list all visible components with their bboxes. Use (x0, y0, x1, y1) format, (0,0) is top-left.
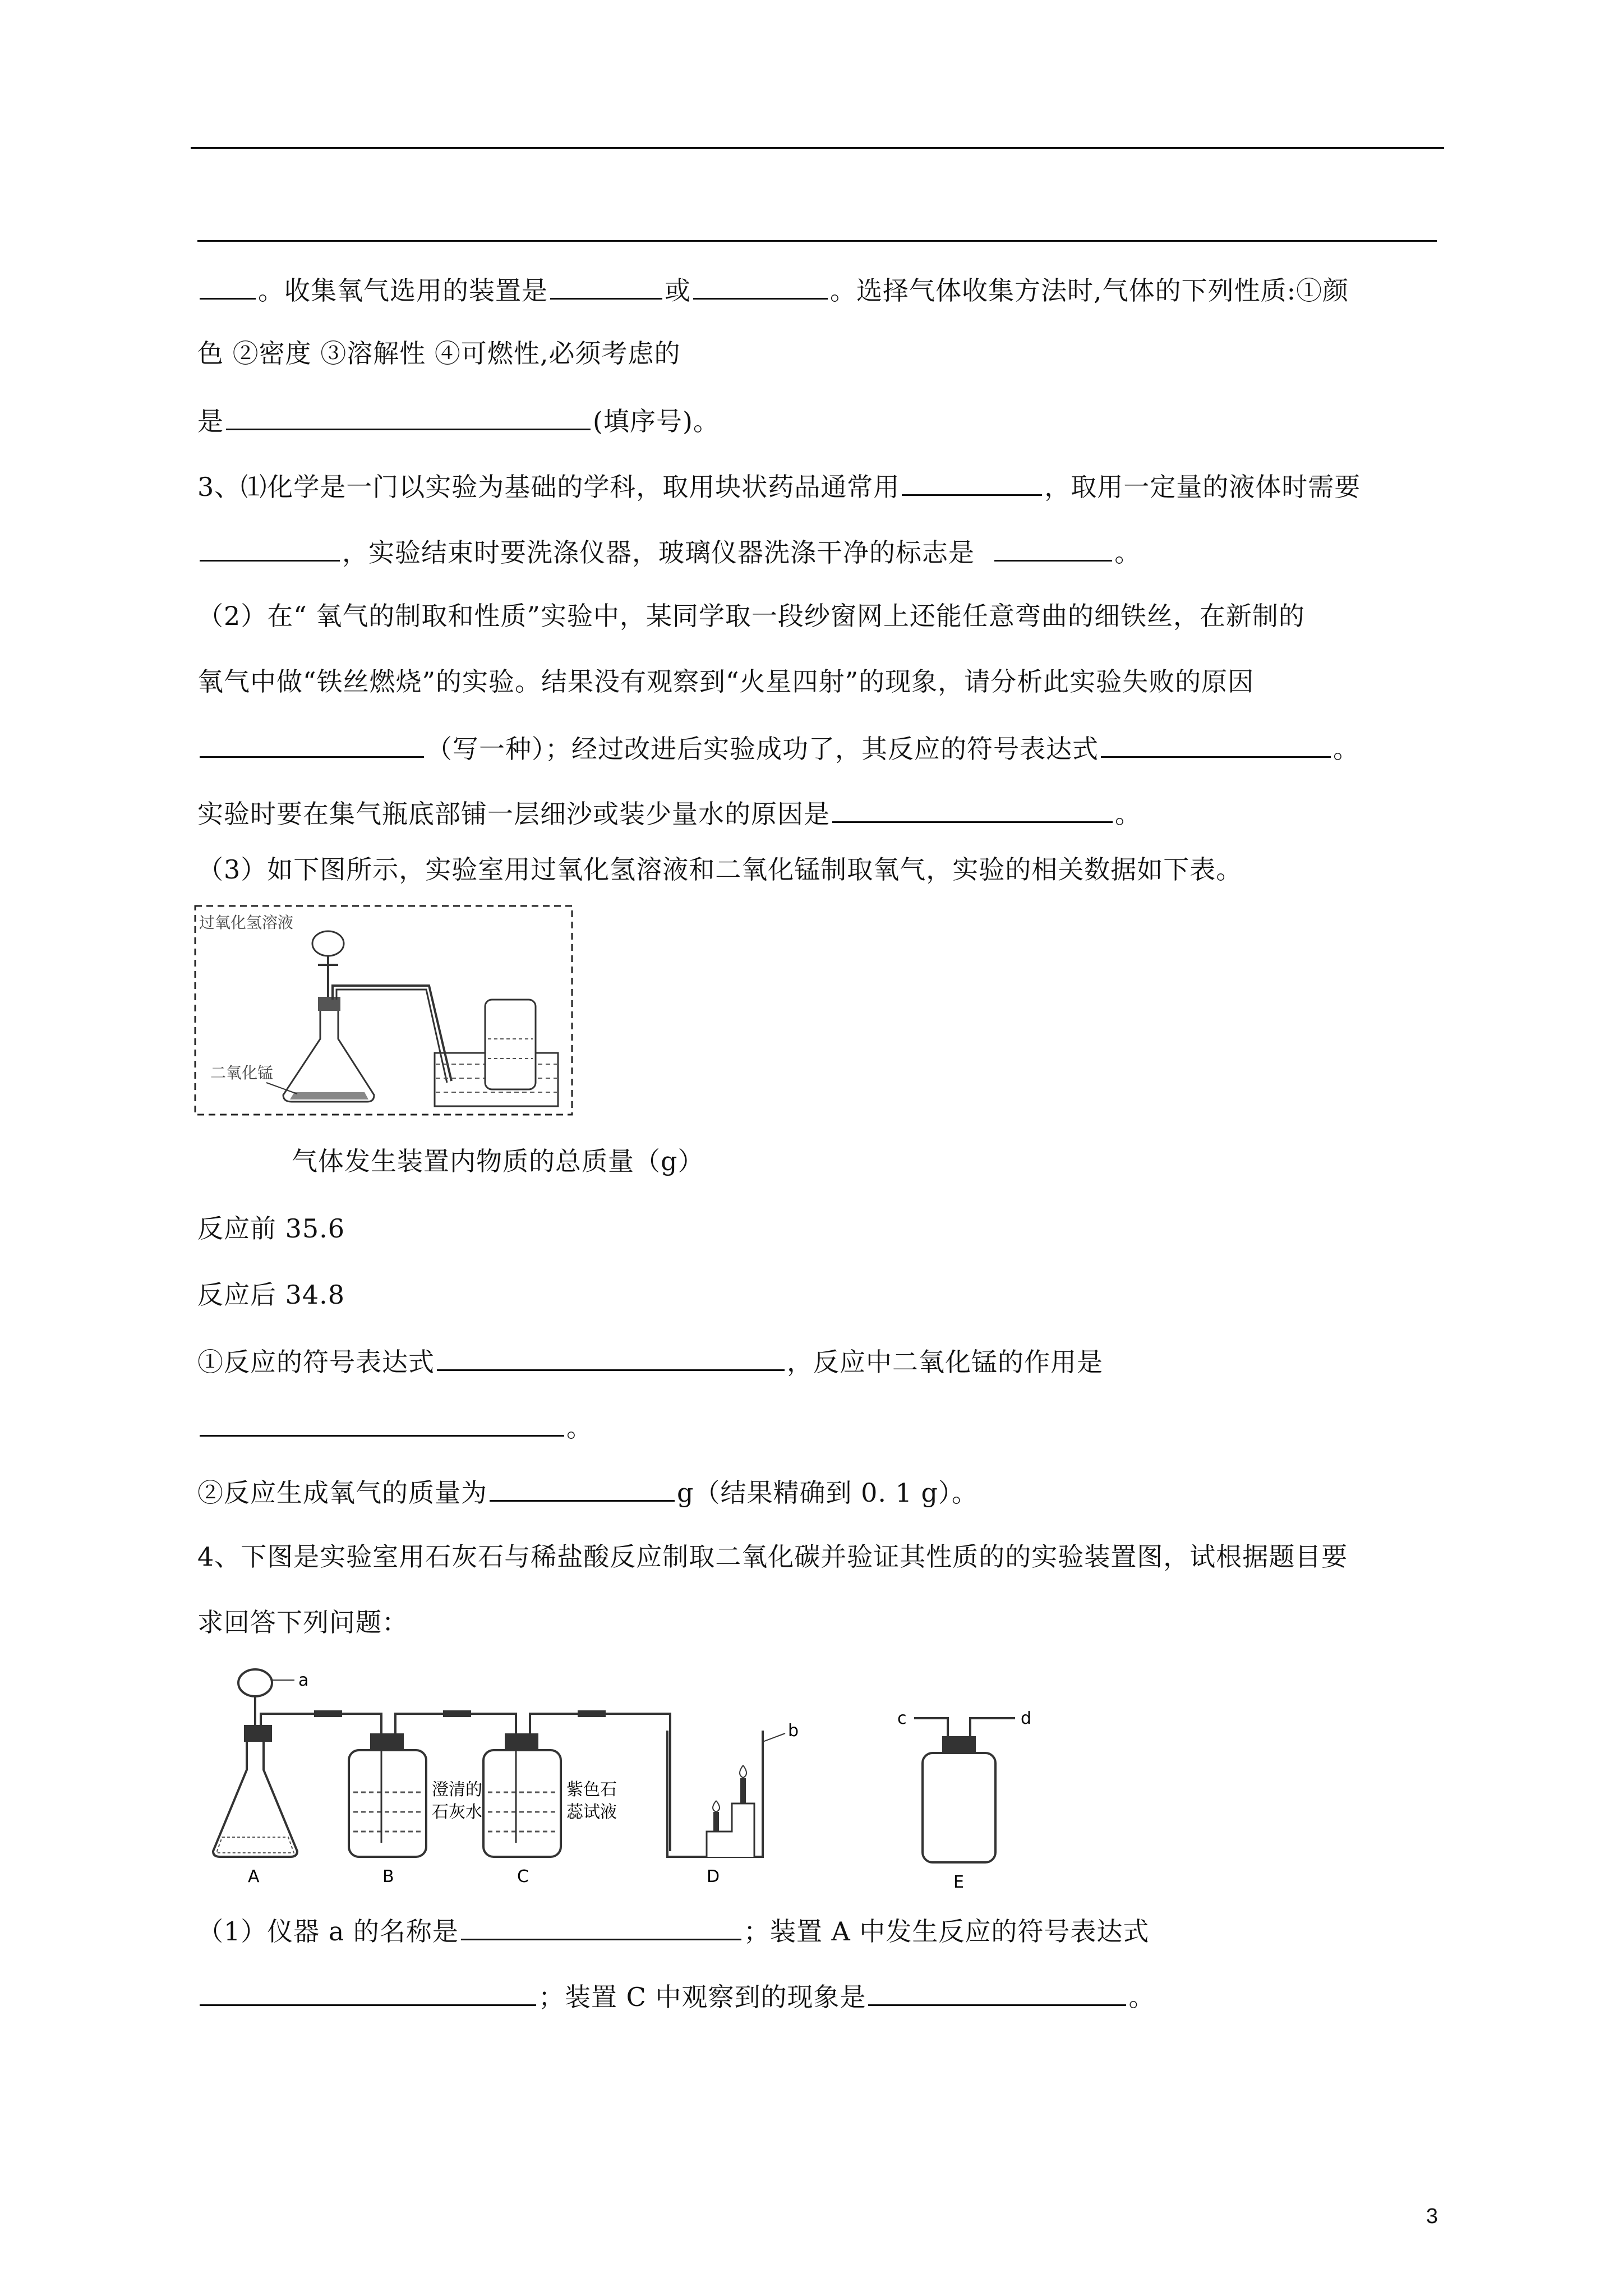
q4-sub-1: （1）仪器 a 的名称是 ；装置 A 中发生反应的符号表达式 (197, 1913, 1149, 1948)
q3-line-3: （2）在“ 氧气的制取和性质”实验中，某同学取一段纱窗网上还能任意弯曲的细铁丝，在新制的 (197, 601, 1305, 631)
table-row-before: 反应前 35.6 (197, 1213, 345, 1244)
label-A: A (248, 1867, 260, 1887)
q3-line-1: 3、⑴化学是一门以实验为基础的学科，取用块状药品通常用 ，取用一定量的液体时需要 (197, 468, 1361, 504)
oxygen-apparatus-figure (193, 904, 575, 1117)
label-limewater-2: 石灰水 (432, 1802, 482, 1822)
q4-line-1: 4、下图是实验室用石灰石与稀盐酸反应制取二氧化碳并验证其性质的的实验装置图，试根据题目要 (197, 1542, 1348, 1572)
q3-line-5: （写一种）；经过改进后实验成功了，其反应的符号表达式 。 (197, 730, 1359, 766)
page-number: 3 (1426, 2205, 1438, 2228)
answer-blank[interactable] (868, 1978, 1126, 2006)
answer-blank[interactable] (200, 1978, 536, 2006)
label-limewater-1: 澄清的 (432, 1780, 482, 1800)
q4-sub-1-cont: ；装置 C 中观察到的现象是 。 (197, 1978, 1155, 2014)
q3-sub-1: ①反应的符号表达式 ，反应中二氧化锰的作用是 (197, 1343, 1103, 1379)
answer-blank[interactable] (200, 730, 424, 758)
q3-sub-1-cont: 。 (197, 1409, 593, 1444)
q2-line-1: 。收集氧气选用的装置是 或 。选择气体收集方法时,气体的下列性质:①颜 (197, 272, 1349, 307)
label-d: d (1021, 1709, 1032, 1728)
co2-apparatus-figure (202, 1658, 1077, 1893)
q3-line-6: 实验时要在集气瓶底部铺一层细沙或装少量水的原因是 。 (197, 795, 1141, 831)
label-b: b (788, 1721, 799, 1741)
q4-line-2: 求回答下列问题： (197, 1607, 408, 1637)
table-header: 气体发生装置内物质的总质量（g） (292, 1146, 704, 1176)
answer-blank[interactable] (226, 403, 591, 430)
label-B: B (382, 1867, 394, 1887)
q2-line-3: 是 (填序号)。 (197, 403, 720, 438)
answer-blank[interactable] (550, 272, 662, 300)
answer-blank[interactable] (461, 1913, 741, 1940)
q3-line-2: ，实验结束时要洗涤仪器，玻璃仪器洗涤干净的标志是 。 (197, 534, 1141, 569)
answer-blank[interactable] (902, 468, 1042, 496)
label-C: C (517, 1867, 529, 1887)
label-E: E (953, 1872, 964, 1892)
answer-blank[interactable] (200, 534, 340, 562)
label-a: a (298, 1671, 309, 1690)
label-litmus-1: 紫色石 (566, 1780, 617, 1800)
answer-blank[interactable] (994, 534, 1112, 562)
label-litmus-2: 蕊试液 (566, 1802, 617, 1822)
q3-line-4: 氧气中做“铁丝燃烧”的实验。结果没有观察到“火星四射”的现象，请分析此实验失败的原因 (197, 666, 1255, 697)
answer-blank[interactable] (1101, 730, 1331, 758)
answer-blank[interactable] (200, 272, 256, 300)
table-row-after: 反应后 34.8 (197, 1280, 345, 1310)
q3-sub-2: ②反应生成氧气的质量为 g（结果精确到 0. 1 g）。 (197, 1474, 978, 1510)
q2-line-2: 色 ②密度 ③溶解性 ④可燃性,必须考虑的 (197, 338, 681, 369)
answer-blank[interactable] (693, 272, 828, 300)
answer-blank[interactable] (832, 795, 1113, 823)
label-c: c (897, 1709, 907, 1728)
q3-line-7: （3）如下图所示，实验室用过氧化氢溶液和二氧化锰制取氧气，实验的相关数据如下表。 (197, 854, 1243, 885)
label-hydrogen-peroxide: 过氧化氢溶液 (199, 913, 294, 932)
answer-blank[interactable] (200, 1409, 564, 1437)
answer-line-full (197, 240, 1437, 242)
label-manganese-dioxide: 二氧化锰 (210, 1064, 274, 1082)
answer-blank[interactable] (437, 1343, 785, 1371)
answer-blank[interactable] (490, 1474, 675, 1502)
label-D: D (707, 1867, 720, 1887)
header-rule (191, 147, 1444, 149)
